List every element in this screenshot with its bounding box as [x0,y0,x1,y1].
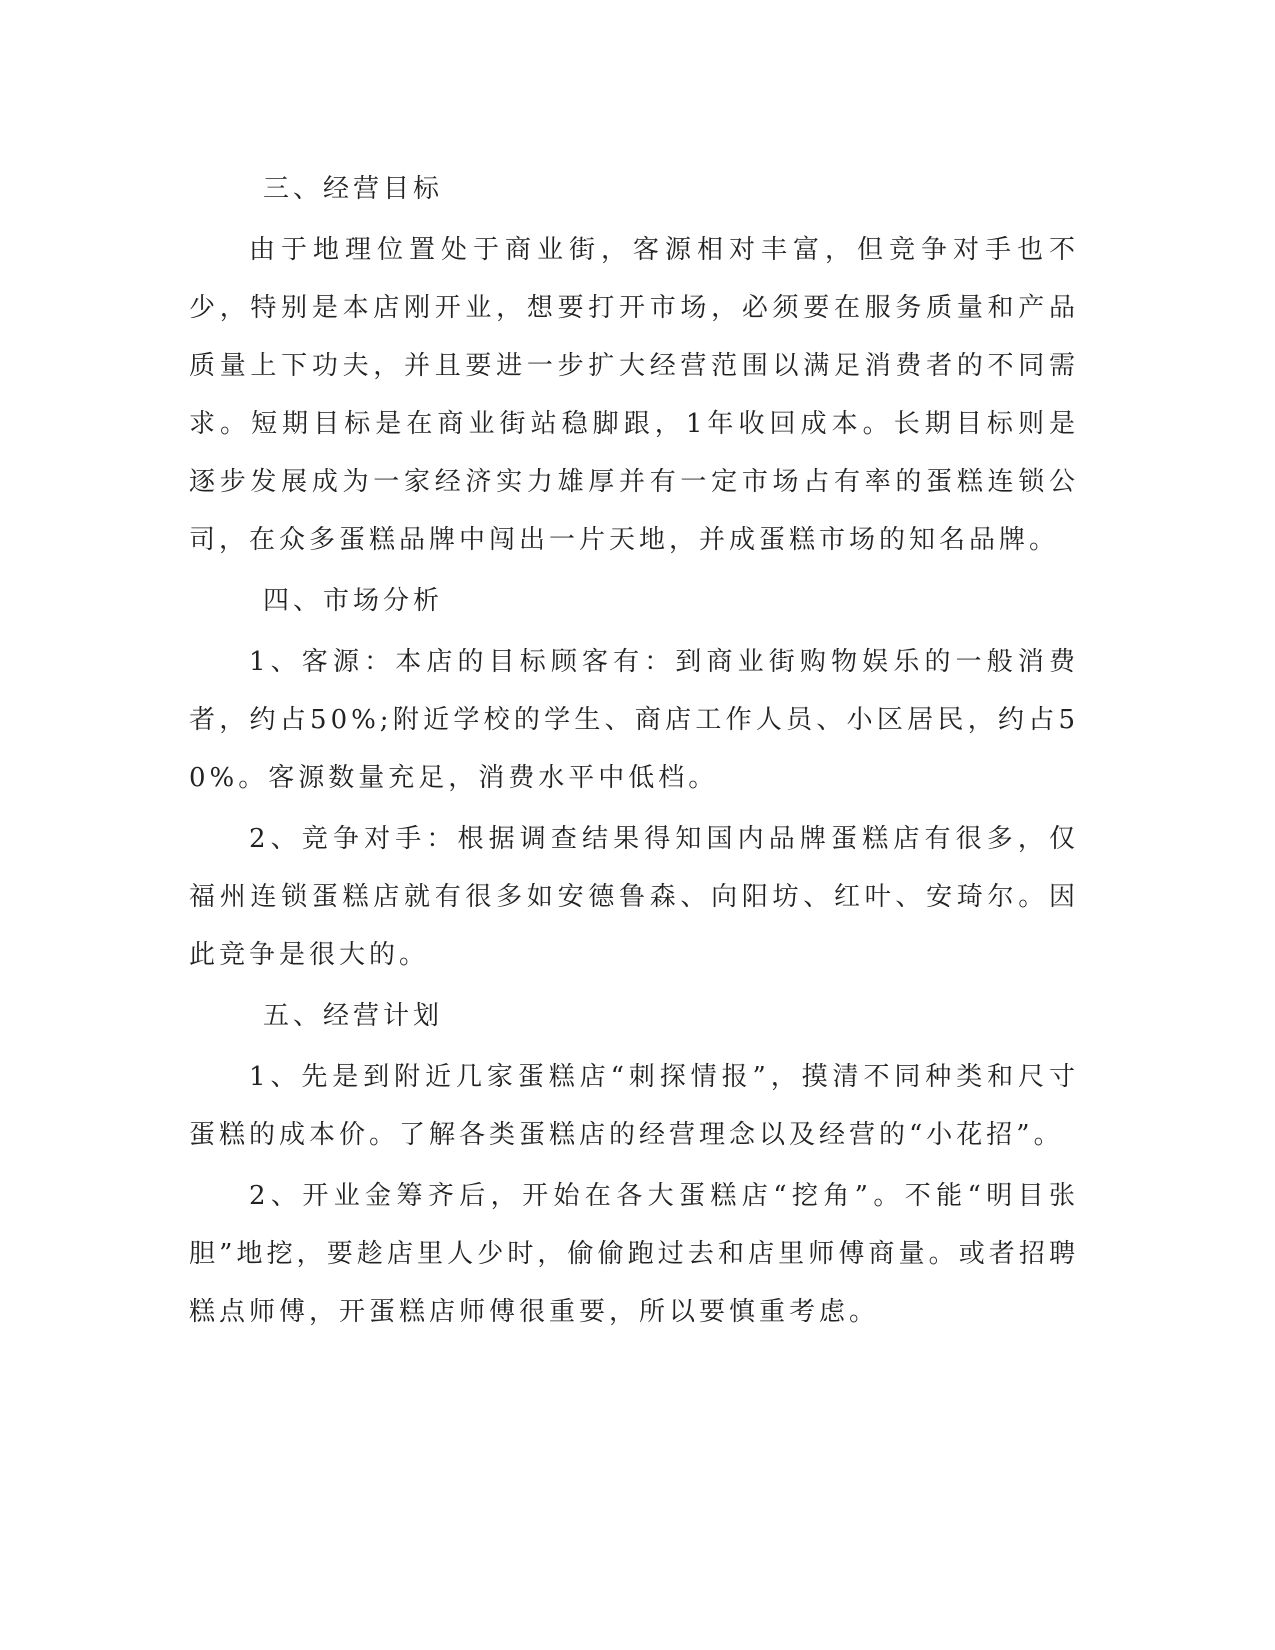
document-body [189,160,1079,1344]
section-heading-business-plan: 五、经营计划 [263,1001,444,1031]
paragraph-business-goals: 由于地理位置处于商业街，客源相对丰富，但竞争对手也不少，特别是本店刚开业，想要打开市场，必须要在服务质量和产品质量上下功夫，并且要进一步扩大经营范围以满足消费者的不同需求。短期目标是在商业街站稳脚跟，1年收回成本。长期目标则是逐步发展成为一家经济实力雄厚并有一定市场占有率的蛋糕连锁公司，在众多蛋糕品牌中闯出一片天地，并成蛋糕市场的知名品牌。 [189,235,1079,555]
paragraph-customer-source: 1、客源：本店的目标顾客有：到商业街购物娱乐的一般消费者，约占50%;附近学校的学生、商店工作人员、小区居民，约占50%。客源数量充足，消费水平中低档。 [189,647,1079,793]
paragraph-plan-step-2: 2、开业金筹齐后，开始在各大蛋糕店“挖角”。不能“明目张胆”地挖，要趁店里人少时，偷偷跑过去和店里师傅商量。或者招聘糕点师傅，开蛋糕店师傅很重要，所以要慎重考虑。 [189,1181,1079,1327]
paragraph-competitors: 2、竞争对手：根据调查结果得知国内品牌蛋糕店有很多，仅福州连锁蛋糕店就有很多如安德鲁森、向阳坊、红叶、安琦尔。因此竞争是很大的。 [189,824,1079,970]
section-heading-market-analysis: 四、市场分析 [263,586,444,616]
paragraph-plan-step-1: 1、先是到附近几家蛋糕店“刺探情报”，摸清不同种类和尺寸蛋糕的成本价。了解各类蛋糕店的经营理念以及经营的“小花招”。 [189,1062,1079,1150]
section-heading-business-goals: 三、经营目标 [263,174,444,204]
